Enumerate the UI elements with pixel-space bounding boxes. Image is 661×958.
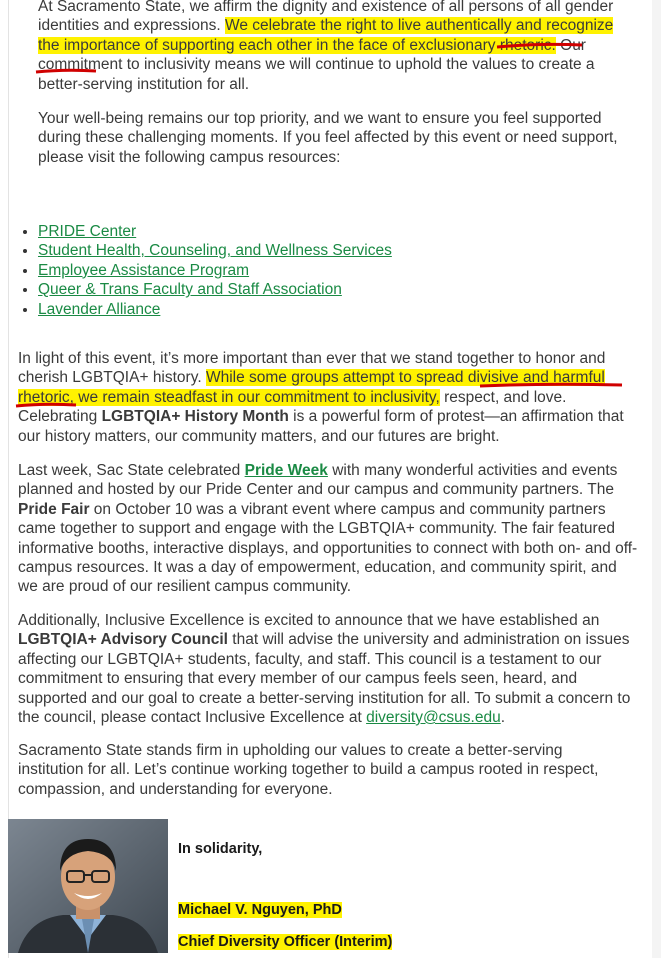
history-text-1: In light of this event, it’s more important than ever that we stand together to honor and cherish LGBTQIA+ history. <box>18 350 606 387</box>
pride-fair-bold: Pride Fair <box>18 500 90 518</box>
resource-link-pride-center[interactable]: PRIDE Center <box>38 223 137 240</box>
history-text-2: respect, and love. Celebrating <box>18 388 567 426</box>
history-highlight: While some groups attempt to spread divisive and harmful rhetoric, we remain steadfast in our commitment to inclusivity, <box>18 369 605 406</box>
pride-text-2: with many wonderful activities and events planned and hosted by our Pride Center and our campus and community partners. The <box>18 462 618 499</box>
list-item <box>38 300 392 319</box>
list-item <box>38 280 392 299</box>
avatar <box>8 819 168 953</box>
portrait-image <box>8 819 168 953</box>
council-paragraph <box>18 611 633 727</box>
council-text-1: Additionally, Inclusive Excellence is excited to announce that we have established an <box>18 612 600 629</box>
history-paragraph <box>18 349 638 446</box>
council-text-3: . <box>500 709 506 727</box>
signatory-title <box>178 934 392 950</box>
resource-link-qtfsa[interactable]: Queer & Trans Faculty and Staff Association <box>38 281 342 299</box>
resources-list <box>18 222 392 319</box>
signatory-name-text: Michael V. Nguyen, PhD <box>178 902 342 918</box>
intro-highlight: We celebrate the right to live authentically and recognize the importance of supporting each other in the face of exclusionary rhetoric. <box>38 17 614 54</box>
council-text-2: that will advise the university and administration on issues affecting our LGBTQIA+ students, faculty, and staff. This council is a testament to our commitment to ensuring that every member of our campus feels seen, heard, and supported and our goal to create a better-serving institution for all. To submit a concern to the council, please contact Inclusive Excellence at <box>18 631 631 727</box>
pride-paragraph <box>18 461 640 597</box>
resource-link-student-health[interactable]: Student Health, Counseling, and Wellness Services <box>38 242 392 260</box>
pride-week-link[interactable]: Pride Week <box>244 462 328 479</box>
history-month-bold: LGBTQIA+ History Month <box>101 408 289 426</box>
list-item <box>38 241 392 260</box>
pride-text-3: on October 10 was a vibrant event where campus and community partners came together to support and engage with the LGBTQIA+ community. The fair featured informative booths, interactive displays, and opportunities to connect with both on- and off-campus resources. It was a day of empowerment, education, and community spirit, and we are proud of our resilient campus community. <box>18 500 638 596</box>
resource-link-lavender-alliance[interactable]: Lavender Alliance <box>38 300 161 318</box>
intro-text-1: At Sacramento State, we affirm the dignity and existence of all persons of all gender identities and expressions. <box>38 0 614 35</box>
pride-text-1: Last week, Sac State celebrated <box>18 462 245 479</box>
list-item <box>38 222 392 241</box>
signatory-title-text: Chief Diversity Officer (Interim) <box>178 934 393 950</box>
wellbeing-paragraph: Your well-being remains our top priority, and we want to ensure you feel supported during these challenging moments. If you feel affected by this event or need support, please visit the following campus resources: <box>38 110 618 166</box>
scrollbar[interactable] <box>652 0 661 958</box>
history-text-3: is a powerful form of protest—an affirmation that our history matters, our community matters, and our futures are bright. <box>18 408 624 445</box>
signatory-name <box>178 902 342 918</box>
list-item <box>38 261 392 280</box>
resource-link-employee-assistance[interactable]: Employee Assistance Program <box>38 261 250 279</box>
intro-paragraph <box>38 0 623 94</box>
salutation: In solidarity, <box>178 841 263 857</box>
closing-paragraph: Sacramento State stands firm in upholding our values to create a better-serving institution for all. Let’s continue working together to build a campus rooted in respect, compassion, and understanding for everyone. <box>18 742 599 798</box>
diversity-email-link[interactable]: diversity@csus.edu <box>366 709 501 727</box>
intro-text-2: Our commitment to inclusivity means we will continue to uphold the values to create a better-serving institution for all. <box>38 36 595 93</box>
advisory-council-bold: LGBTQIA+ Advisory Council <box>18 631 228 649</box>
